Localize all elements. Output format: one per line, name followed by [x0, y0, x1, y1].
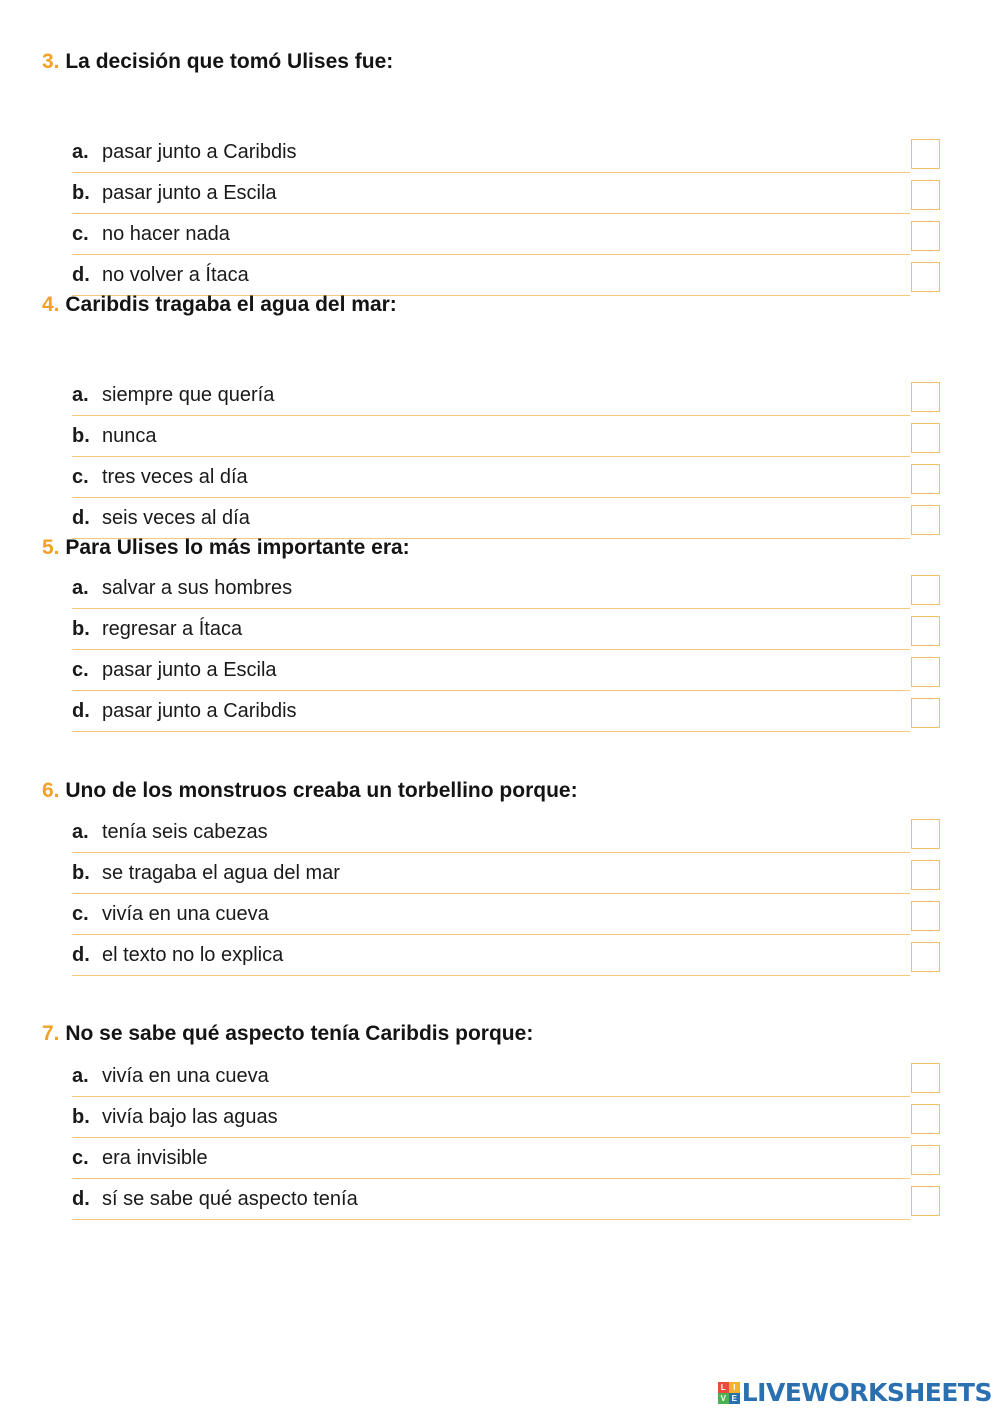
- option-text: pasar junto a Caribdis: [102, 700, 297, 722]
- question-text: Uno de los monstruos creaba un torbellino porque:: [65, 779, 578, 802]
- answer-checkbox[interactable]: [911, 1145, 940, 1175]
- option-text: pasar junto a Escila: [102, 659, 277, 681]
- question-title: [42, 293, 397, 317]
- question-title: [42, 779, 578, 803]
- answer-checkbox[interactable]: [911, 698, 940, 728]
- option-text: era invisible: [102, 1147, 208, 1169]
- answer-line: [72, 975, 910, 976]
- answer-checkbox[interactable]: [911, 819, 940, 849]
- option-text: tres veces al día: [102, 466, 248, 488]
- option-b: [72, 173, 940, 214]
- option-letter: c.: [72, 659, 89, 681]
- option-text: pasar junto a Caribdis: [102, 141, 297, 163]
- option-text: vivía en una cueva: [102, 903, 269, 925]
- question-text: La decisión que tomó Ulises fue:: [65, 50, 394, 73]
- option-a: [72, 568, 940, 609]
- option-letter: a.: [72, 821, 89, 843]
- option-letter: a.: [72, 577, 89, 599]
- option-letter: b.: [72, 182, 90, 204]
- answer-checkbox[interactable]: [911, 1104, 940, 1134]
- option-text: vivía en una cueva: [102, 1065, 269, 1087]
- answer-checkbox[interactable]: [911, 860, 940, 890]
- option-text: se tragaba el agua del mar: [102, 862, 340, 884]
- option-a: [72, 132, 940, 173]
- option-letter: b.: [72, 618, 90, 640]
- option-letter: d.: [72, 507, 90, 529]
- question-number: 5.: [42, 536, 60, 559]
- option-letter: d.: [72, 700, 90, 722]
- answer-checkbox[interactable]: [911, 657, 940, 687]
- answer-checkbox[interactable]: [911, 464, 940, 494]
- question-title: [42, 536, 410, 560]
- option-text: salvar a sus hombres: [102, 577, 293, 599]
- option-letter: b.: [72, 862, 90, 884]
- option-c: [72, 214, 940, 255]
- answer-checkbox[interactable]: [911, 616, 940, 646]
- option-text: nunca: [102, 425, 157, 447]
- question-number: 3.: [42, 50, 60, 73]
- answer-line: [72, 731, 910, 732]
- option-d: [72, 498, 940, 539]
- option-b: [72, 1097, 940, 1138]
- option-c: [72, 457, 940, 498]
- brand-name: LIVEWORKSHEETS: [741, 1378, 992, 1407]
- option-text: siempre que quería: [102, 384, 275, 406]
- answer-checkbox[interactable]: [911, 180, 940, 210]
- option-d: [72, 935, 940, 976]
- question-text: Para Ulises lo más importante era:: [65, 536, 410, 559]
- option-letter: d.: [72, 944, 90, 966]
- option-letter: a.: [72, 1065, 89, 1087]
- option-text: el texto no lo explica: [102, 944, 284, 966]
- option-text: seis veces al día: [102, 507, 250, 529]
- question-number: 7.: [42, 1022, 60, 1045]
- answer-line: [72, 1219, 910, 1220]
- answer-checkbox[interactable]: [911, 423, 940, 453]
- option-a: [72, 812, 940, 853]
- option-d: [72, 691, 940, 732]
- option-text: regresar a Ítaca: [102, 618, 243, 640]
- option-b: [72, 853, 940, 894]
- option-b: [72, 416, 940, 457]
- answer-checkbox[interactable]: [911, 901, 940, 931]
- option-text: sí se sabe qué aspecto tenía: [102, 1188, 358, 1210]
- option-letter: c.: [72, 903, 89, 925]
- option-text: no volver a Ítaca: [102, 264, 249, 286]
- option-text: pasar junto a Escila: [102, 182, 277, 204]
- option-letter: b.: [72, 1106, 90, 1128]
- option-letter: c.: [72, 1147, 89, 1169]
- answer-checkbox[interactable]: [911, 139, 940, 169]
- option-letter: c.: [72, 466, 89, 488]
- option-letter: d.: [72, 264, 90, 286]
- option-letter: b.: [72, 425, 90, 447]
- question-number: 4.: [42, 293, 60, 316]
- answer-checkbox[interactable]: [911, 505, 940, 535]
- question-text: Caribdis tragaba el agua del mar:: [65, 293, 397, 316]
- question-title: [42, 1022, 533, 1046]
- option-text: vivía bajo las aguas: [102, 1106, 278, 1128]
- option-c: [72, 650, 940, 691]
- question-number: 6.: [42, 779, 60, 802]
- option-d: [72, 1179, 940, 1220]
- option-c: [72, 1138, 940, 1179]
- option-letter: d.: [72, 1188, 90, 1210]
- answer-checkbox[interactable]: [911, 221, 940, 251]
- option-letter: c.: [72, 223, 89, 245]
- option-letter: a.: [72, 141, 89, 163]
- answer-checkbox[interactable]: [911, 1063, 940, 1093]
- liveworksheets-logo-icon: L I V E: [718, 1382, 740, 1404]
- option-letter: a.: [72, 384, 89, 406]
- option-text: no hacer nada: [102, 223, 230, 245]
- answer-checkbox[interactable]: [911, 262, 940, 292]
- option-b: [72, 609, 940, 650]
- answer-checkbox[interactable]: [911, 942, 940, 972]
- question-title: [42, 50, 393, 74]
- question-text: No se sabe qué aspecto tenía Caribdis porque:: [65, 1022, 534, 1045]
- option-a: [72, 1056, 940, 1097]
- answer-checkbox[interactable]: [911, 575, 940, 605]
- answer-checkbox[interactable]: [911, 382, 940, 412]
- liveworksheets-logo[interactable]: [718, 1378, 992, 1407]
- option-text: tenía seis cabezas: [102, 821, 268, 843]
- option-c: [72, 894, 940, 935]
- option-a: [72, 375, 940, 416]
- option-d: [72, 255, 940, 296]
- answer-checkbox[interactable]: [911, 1186, 940, 1216]
